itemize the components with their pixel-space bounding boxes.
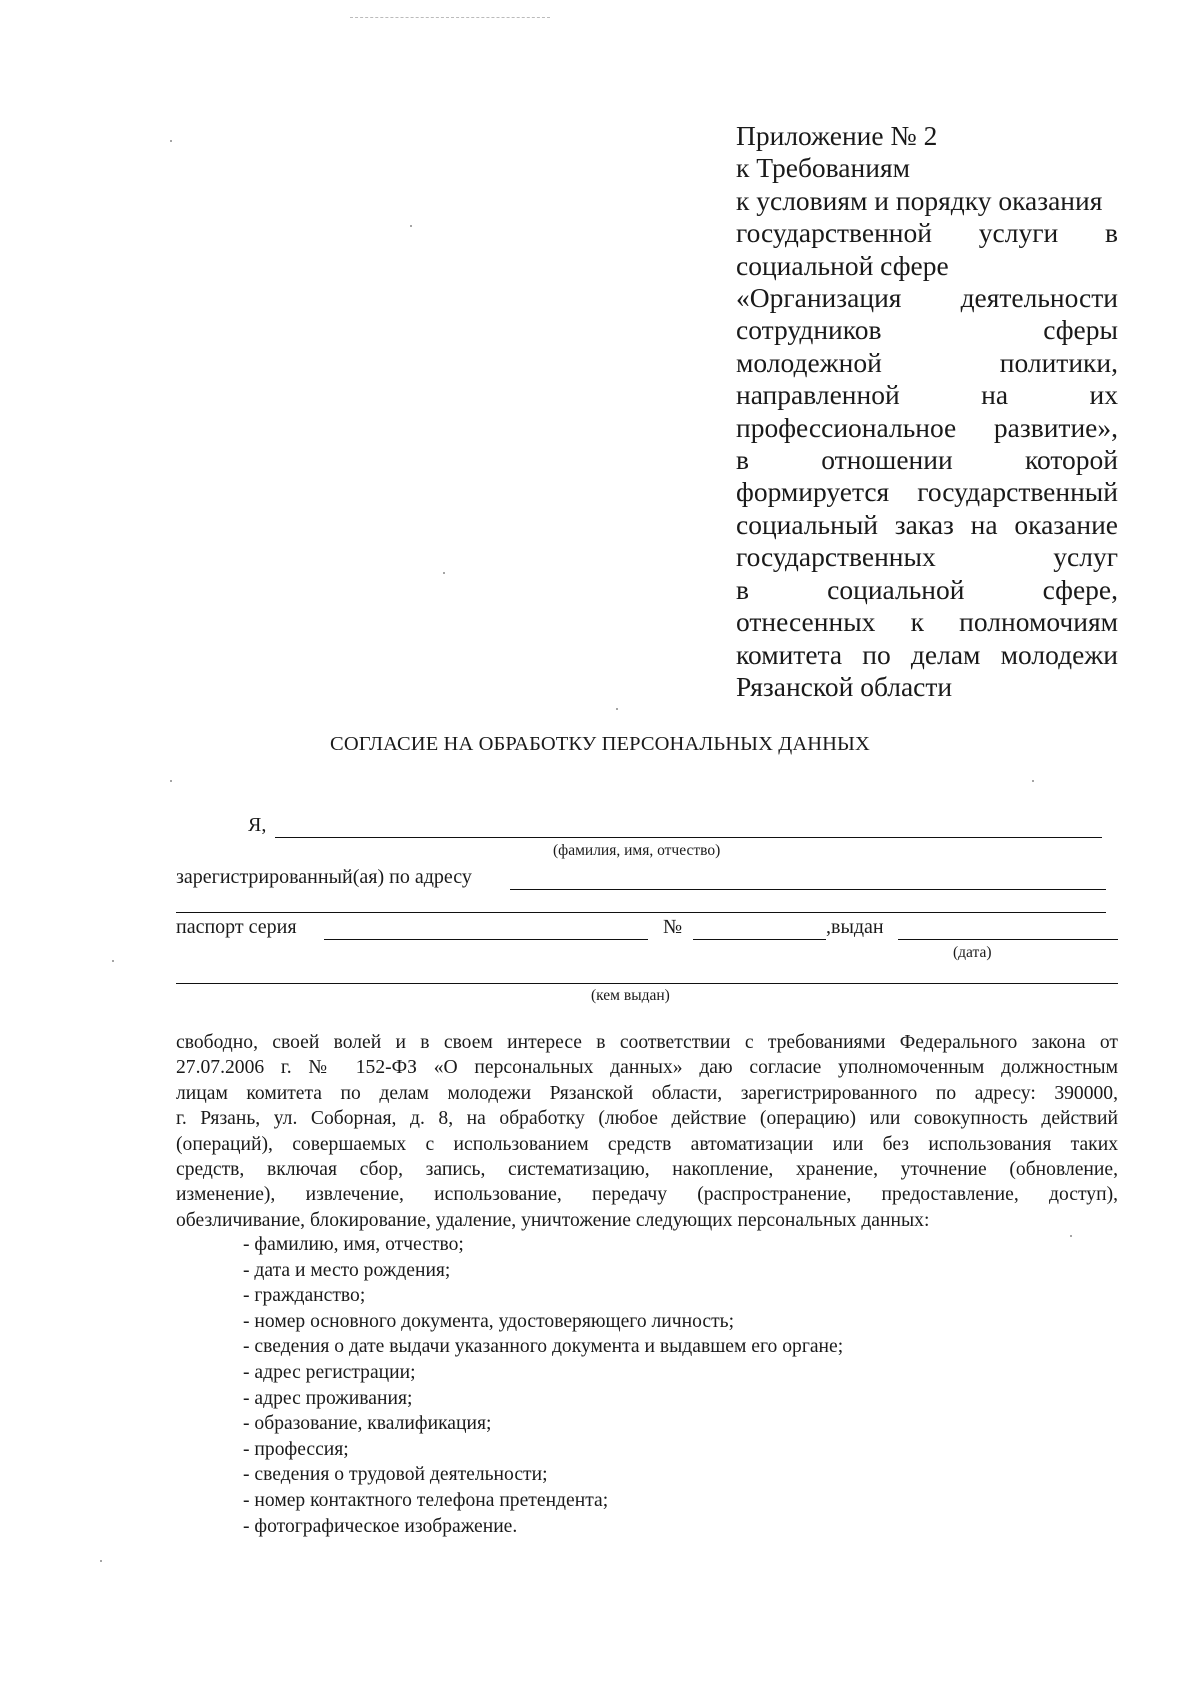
scan-speck [410,225,412,227]
appendix-line: сотрудников сферы [736,314,1118,346]
scan-speck [1032,780,1034,782]
scan-speck [170,140,172,142]
paragraph-line: г. Рязань, ул. Соборная, д. 8, на обработку (любое действие (операцию) или совокупность действий [176,1108,1118,1130]
scan-speck [443,572,445,574]
issue-date-input-line[interactable] [898,939,1118,940]
i-label: Я, [248,814,267,836]
passport-number-input-line[interactable] [693,939,826,940]
list-item: - сведения о трудовой деятельности; [243,1464,548,1486]
consent-paragraph [176,1030,1118,1233]
paragraph-line: средств, включая сбор, запись, систематизацию, накопление, хранение, уточнение (обновление, [176,1159,1118,1181]
paragraph-line: лицам комитета по делам молодежи Рязанской области, зарегистрированного по адресу: 390000, [176,1082,1118,1104]
list-item: - дата и место рождения; [243,1259,451,1281]
appendix-line: в социальной сфере, [736,573,1118,605]
scan-speck [616,708,618,710]
appendix-line: к условиям и порядку оказания [736,184,1103,216]
list-item: - адрес проживания; [243,1387,413,1409]
address-input-line-2[interactable] [176,912,1106,913]
appendix-line: отнесенных к полномочиям [736,606,1118,638]
list-item: - сведения о дате выдачи указанного документа и выдавшем его органе; [243,1336,844,1358]
appendix-line: социальный заказ на оказание [736,508,1118,540]
appendix-line: направленной на их [736,379,1118,411]
paragraph-line: (операций), совершаемых с использованием средств автоматизации или без использования таких [176,1133,1118,1155]
document-title: СОГЛАСИЕ НА ОБРАБОТКУ ПЕРСОНАЛЬНЫХ ДАННЫХ [330,733,870,755]
list-item: - гражданство; [243,1285,366,1307]
scan-speck [100,1560,102,1562]
list-item: - образование, квалификация; [243,1413,492,1435]
list-item: - фамилию, имя, отчество; [243,1234,464,1255]
issued-label: ,выдан [826,916,884,938]
passport-label: паспорт серия [176,916,297,938]
list-item: - номер основного документа, удостоверяющего личность; [243,1310,735,1332]
list-item: - фотографическое изображение. [243,1515,518,1537]
fio-caption: (фамилия, имя, отчество) [553,842,721,859]
address-input-line[interactable] [510,889,1106,890]
appendix-line: молодежной политики, [736,346,1118,378]
appendix-line: комитета по делам молодежи [736,638,1118,670]
fio-input-line[interactable] [275,837,1102,838]
passport-series-input-line[interactable] [324,939,648,940]
address-label: зарегистрированный(ая) по адресу [176,866,472,888]
appendix-line: профессиональное развитие», [736,411,1118,443]
appendix-line: «Организация деятельности [736,282,1118,314]
appendix-line: социальной сфере [736,249,949,281]
scan-noise-top [350,17,550,20]
issuer-caption: (кем выдан) [591,987,670,1004]
issuer-input-line[interactable] [176,983,1118,984]
date-caption: (дата) [953,944,992,961]
appendix-line: Приложение № 2 [736,120,938,151]
appendix-line: к Требованиям [736,152,910,184]
appendix-line: формируется государственный [736,476,1118,508]
paragraph-line: 27.07.2006 г. № 152-ФЗ «О персональных данных» даю согласие уполномоченным должностным [176,1057,1118,1079]
scan-speck [170,780,172,782]
appendix-line: в отношении которой [736,444,1118,476]
list-item: - профессия; [243,1438,349,1460]
number-label: № [663,916,683,938]
paragraph-line: изменение), извлечение, использование, передачу (распространение, предоставление, доступ), [176,1184,1118,1206]
appendix-block [736,120,1118,703]
list-item: - адрес регистрации; [243,1361,416,1383]
scan-speck [112,960,114,962]
appendix-line: государственных услуг [736,541,1118,573]
list-item: - номер контактного телефона претендента; [243,1489,609,1511]
paragraph-line: свободно, своей волей и в своем интересе в соответствии с требованиями Федерального закона от [176,1032,1118,1053]
personal-data-list [243,1232,843,1539]
appendix-line: Рязанской области [736,670,953,702]
paragraph-line: обезличивание, блокирование, удаление, уничтожение следующих персональных данных: [176,1209,930,1231]
scan-speck [1070,1235,1072,1237]
appendix-line: государственной услуги в [736,217,1118,249]
